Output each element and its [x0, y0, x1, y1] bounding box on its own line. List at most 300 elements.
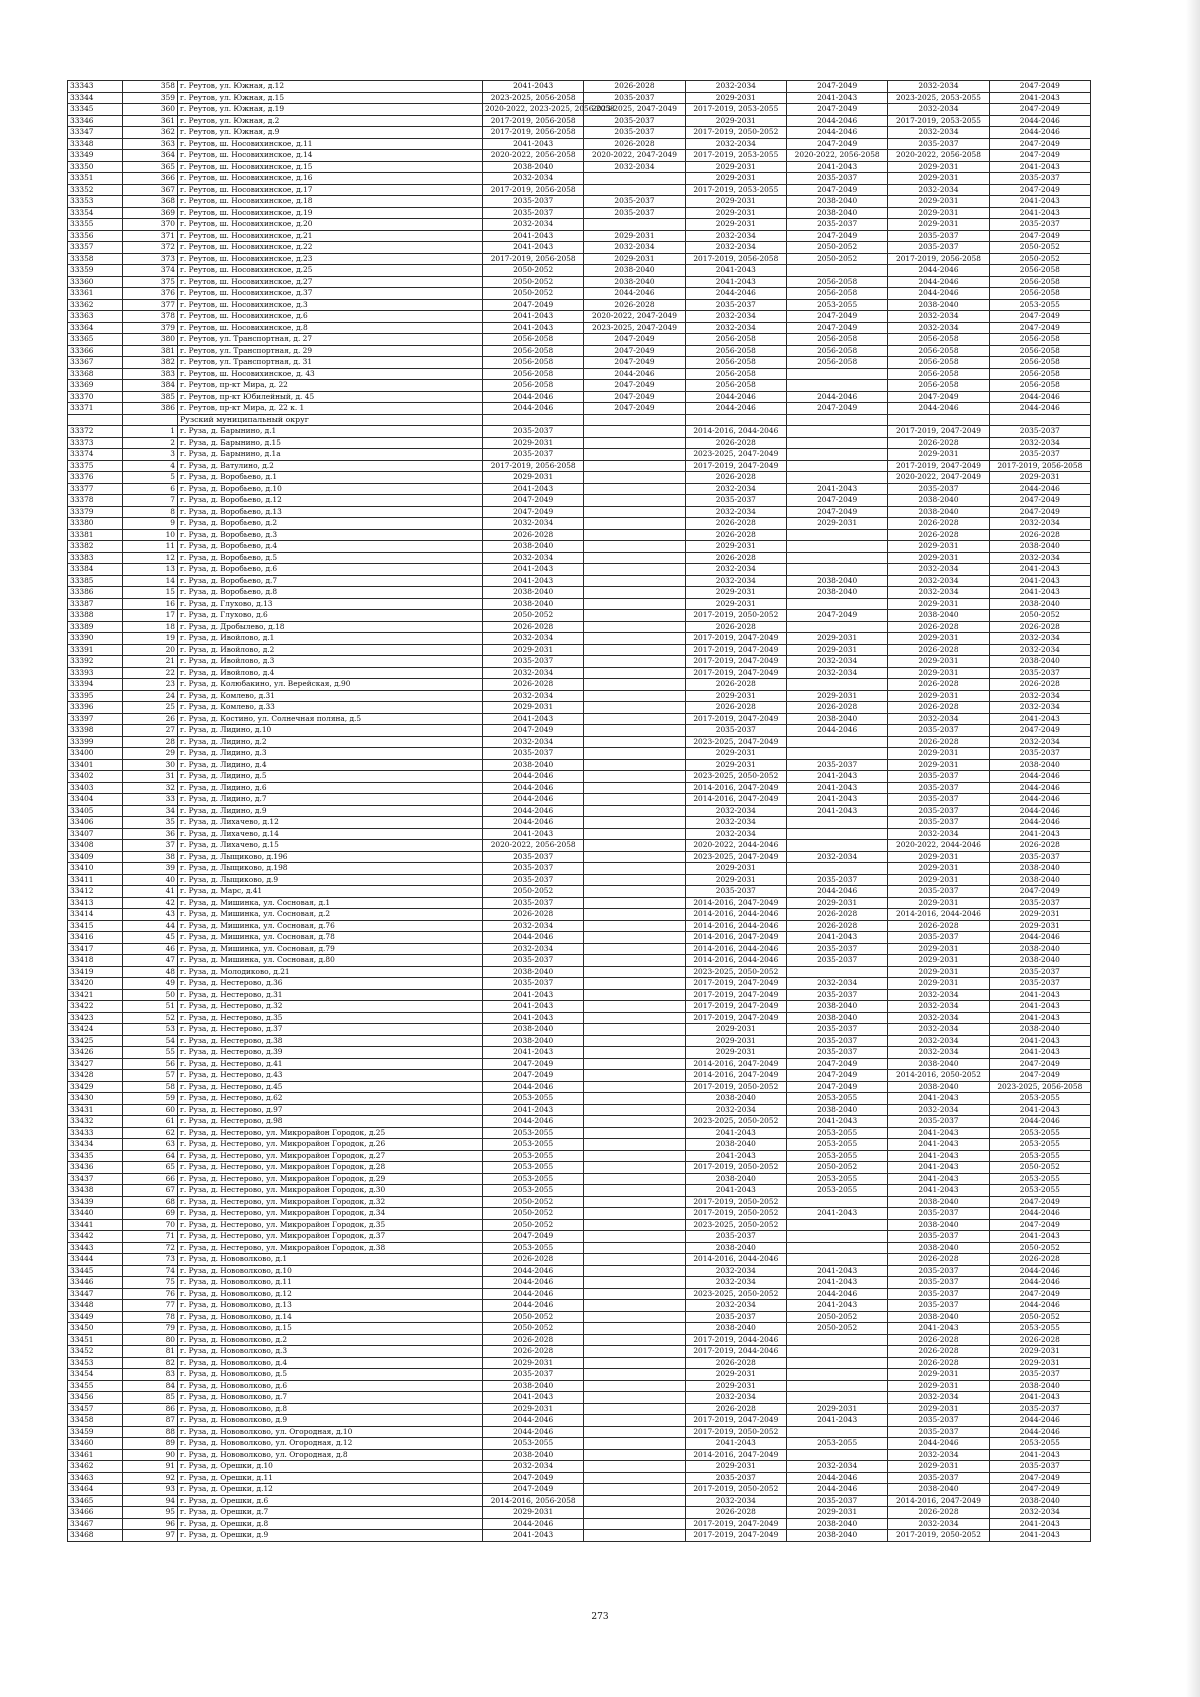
record-id-cell: 33411 [68, 874, 123, 886]
period-2-cell [584, 1323, 685, 1335]
period-4-cell [786, 679, 887, 691]
table-row [68, 1346, 1091, 1358]
period-2-cell [584, 460, 685, 472]
period-4-cell: 2029-2031 [786, 633, 887, 645]
period-4-cell: 2044-2046 [786, 391, 887, 403]
table-row [68, 920, 1091, 932]
period-6-cell: 2053-2055 [989, 1438, 1090, 1450]
period-1-cell: 2041-2043 [483, 1530, 584, 1542]
row-number-cell: 36 [123, 828, 178, 840]
period-2-cell [584, 1070, 685, 1082]
period-2-cell [584, 633, 685, 645]
period-3-cell: 2032-2034 [685, 138, 786, 150]
period-5-cell: 2038-2040 [888, 1484, 989, 1496]
period-6-cell: 2050-2052 [989, 1242, 1090, 1254]
period-3-cell: 2014-2016, 2044-2046 [685, 943, 786, 955]
period-3-cell: 2029-2031 [685, 1369, 786, 1381]
period-6-cell: 2035-2037 [989, 449, 1090, 461]
period-2-cell [584, 587, 685, 599]
period-1-cell: 2041-2043 [483, 564, 584, 576]
period-2-cell [584, 1438, 685, 1450]
period-1-cell: 2038-2040 [483, 1449, 584, 1461]
period-4-cell [786, 863, 887, 875]
period-1-cell: 2035-2037 [483, 207, 584, 219]
period-3-cell: 2014-2016, 2047-2049 [685, 1449, 786, 1461]
period-1-cell: 2020-2022, 2023-2025, 2056-2058 [483, 104, 584, 116]
table-row [68, 1277, 1091, 1289]
period-1-cell: 2017-2019, 2056-2058 [483, 460, 584, 472]
period-3-cell: 2041-2043 [685, 265, 786, 277]
row-number-cell: 87 [123, 1415, 178, 1427]
period-3-cell: 2032-2034 [685, 311, 786, 323]
period-2-cell [584, 1518, 685, 1530]
address-cell: г. Руза, д. Нестерово, д.38 [178, 1035, 483, 1047]
period-3-cell: 2023-2025, 2047-2049 [685, 851, 786, 863]
period-5-cell: 2029-2031 [888, 851, 989, 863]
row-number-cell: 5 [123, 472, 178, 484]
period-3-cell: 2017-2019, 2050-2052 [685, 127, 786, 139]
table-row [68, 161, 1091, 173]
section-header-row [68, 414, 1091, 426]
address-cell: г. Руза, д. Нововолково, д.14 [178, 1311, 483, 1323]
period-3-cell: 2017-2019, 2047-2049 [685, 978, 786, 990]
period-2-cell: 2047-2049 [584, 403, 685, 415]
period-6-cell: 2041-2043 [989, 1530, 1090, 1542]
period-4-cell: 2053-2055 [786, 1093, 887, 1105]
period-3-cell: 2017-2019, 2047-2049 [685, 1518, 786, 1530]
period-1-cell: 2038-2040 [483, 587, 584, 599]
period-4-cell: 2020-2022, 2056-2058 [786, 150, 887, 162]
row-number-cell: 362 [123, 127, 178, 139]
period-5-cell: 2032-2034 [888, 1001, 989, 1013]
table-row [68, 840, 1091, 852]
period-3-cell: 2026-2028 [685, 437, 786, 449]
period-6-cell: 2044-2046 [989, 817, 1090, 829]
table-row [68, 702, 1091, 714]
record-id-cell: 33447 [68, 1288, 123, 1300]
address-cell: г. Реутов, ш. Носовихинское, д.22 [178, 242, 483, 254]
period-6-cell: 2047-2049 [989, 1472, 1090, 1484]
address-cell: г. Руза, д. Воробьево, д.12 [178, 495, 483, 507]
period-1-cell: 2044-2046 [483, 794, 584, 806]
address-cell: г. Реутов, ш. Носовихинское, д.23 [178, 253, 483, 265]
table-row [68, 1001, 1091, 1013]
table-row [68, 736, 1091, 748]
period-3-cell: 2044-2046 [685, 288, 786, 300]
period-4-cell [786, 1254, 887, 1266]
address-cell: г. Руза, д. Мишинка, ул. Сосновая, д.76 [178, 920, 483, 932]
period-5-cell: 2035-2037 [888, 817, 989, 829]
period-1-cell: 2035-2037 [483, 449, 584, 461]
period-3-cell: 2017-2019, 2047-2049 [685, 633, 786, 645]
period-2-cell [584, 1461, 685, 1473]
table-row [68, 1438, 1091, 1450]
address-cell: г. Руза, д. Глухово, д.13 [178, 598, 483, 610]
period-2-cell [584, 1472, 685, 1484]
row-number-cell: 44 [123, 920, 178, 932]
row-number-cell: 8 [123, 506, 178, 518]
table-row [68, 771, 1091, 783]
row-number-cell: 74 [123, 1265, 178, 1277]
period-5-cell: 2029-2031 [888, 173, 989, 185]
table-row [68, 575, 1091, 587]
table-row [68, 288, 1091, 300]
period-3-cell: 2041-2043 [685, 1127, 786, 1139]
address-cell: г. Руза, д. Орешки, д.11 [178, 1472, 483, 1484]
period-4-cell: 2029-2031 [786, 897, 887, 909]
period-4-cell: 2032-2034 [786, 1461, 887, 1473]
period-3-cell: 2032-2034 [685, 230, 786, 242]
record-id-cell: 33465 [68, 1495, 123, 1507]
period-3-cell: 2026-2028 [685, 1403, 786, 1415]
row-number-cell: 16 [123, 598, 178, 610]
row-number-cell: 82 [123, 1357, 178, 1369]
period-6-cell: 2044-2046 [989, 1426, 1090, 1438]
table-row [68, 1392, 1091, 1404]
row-number-cell: 41 [123, 886, 178, 898]
period-1-cell: 2041-2043 [483, 1001, 584, 1013]
period-6-cell: 2038-2040 [989, 955, 1090, 967]
period-5-cell: 2032-2034 [888, 989, 989, 1001]
table-row [68, 610, 1091, 622]
period-3-cell: 2026-2028 [685, 702, 786, 714]
address-cell: г. Реутов, ул. Южная, д.15 [178, 92, 483, 104]
table-row [68, 1035, 1091, 1047]
row-number-cell: 28 [123, 736, 178, 748]
table-row [68, 276, 1091, 288]
period-6-cell: 2038-2040 [989, 1024, 1090, 1036]
period-6-cell: 2026-2028 [989, 621, 1090, 633]
period-4-cell: 2038-2040 [786, 207, 887, 219]
period-5-cell: 2035-2037 [888, 886, 989, 898]
period-6-cell: 2035-2037 [989, 1369, 1090, 1381]
period-4-cell [786, 828, 887, 840]
period-2-cell [584, 1380, 685, 1392]
row-number-cell: 58 [123, 1081, 178, 1093]
period-6-cell: 2032-2034 [989, 690, 1090, 702]
period-6-cell: 2044-2046 [989, 1415, 1090, 1427]
period-6-cell: 2038-2040 [989, 863, 1090, 875]
row-number-cell: 49 [123, 978, 178, 990]
address-cell: г. Руза, д. Нестерово, д.35 [178, 1012, 483, 1024]
record-id-cell: 33357 [68, 242, 123, 254]
address-cell: г. Руза, д. Нестерово, д.62 [178, 1093, 483, 1105]
period-1-cell: 2035-2037 [483, 897, 584, 909]
period-2-cell: 2023-2025, 2047-2049 [584, 104, 685, 116]
period-1-cell: 2026-2028 [483, 1334, 584, 1346]
period-4-cell: 2044-2046 [786, 1484, 887, 1496]
period-4-cell [786, 1449, 887, 1461]
period-5-cell: 2032-2034 [888, 184, 989, 196]
period-4-cell [786, 598, 887, 610]
row-number-cell: 370 [123, 219, 178, 231]
period-3-cell: 2014-2016, 2044-2046 [685, 955, 786, 967]
address-cell: г. Руза, д. Нестерово, ул. Микрорайон Городок, д.25 [178, 1127, 483, 1139]
period-4-cell: 2038-2040 [786, 713, 887, 725]
period-1-cell: 2050-2052 [483, 1323, 584, 1335]
period-6-cell: 2035-2037 [989, 173, 1090, 185]
record-id-cell: 33376 [68, 472, 123, 484]
address-cell: г. Руза, д. Воробьево, д.5 [178, 552, 483, 564]
table-row [68, 1012, 1091, 1024]
table-row [68, 667, 1091, 679]
period-4-cell: 2053-2055 [786, 1438, 887, 1450]
address-cell: г. Руза, д. Воробьево, д.4 [178, 541, 483, 553]
period-2-cell [584, 610, 685, 622]
register-table [67, 80, 1091, 1542]
period-6-cell: 2056-2058 [989, 276, 1090, 288]
record-id-cell: 33446 [68, 1277, 123, 1289]
period-6-cell: 2047-2049 [989, 150, 1090, 162]
row-number-cell: 23 [123, 679, 178, 691]
period-5-cell: 2029-2031 [888, 449, 989, 461]
period-4-cell: 2032-2034 [786, 978, 887, 990]
row-number-cell: 33 [123, 794, 178, 806]
period-5-cell: 2029-2031 [888, 219, 989, 231]
period-1-cell: 2026-2028 [483, 909, 584, 921]
period-2-cell: 2026-2028 [584, 81, 685, 93]
period-1-cell: 2017-2019, 2056-2058 [483, 184, 584, 196]
period-3-cell: 2017-2019, 2050-2052 [685, 1426, 786, 1438]
period-6-cell: 2035-2037 [989, 1461, 1090, 1473]
period-4-cell [786, 817, 887, 829]
record-id-cell: 33429 [68, 1081, 123, 1093]
period-2-cell [584, 851, 685, 863]
period-2-cell [584, 1334, 685, 1346]
period-6-cell: 2038-2040 [989, 1380, 1090, 1392]
period-1-cell: 2026-2028 [483, 621, 584, 633]
period-4-cell [786, 460, 887, 472]
table-row [68, 460, 1091, 472]
period-2-cell [584, 1024, 685, 1036]
table-row [68, 932, 1091, 944]
row-number-cell: 9 [123, 518, 178, 530]
period-2-cell [584, 449, 685, 461]
period-2-cell: 2020-2022, 2047-2049 [584, 311, 685, 323]
address-cell: г. Руза, д. Нестерово, ул. Микрорайон Городок, д.34 [178, 1208, 483, 1220]
period-5-cell: 2032-2034 [888, 587, 989, 599]
period-6-cell: 2044-2046 [989, 782, 1090, 794]
period-4-cell: 2035-2037 [786, 955, 887, 967]
address-cell: г. Реутов, ш. Носовихинское, д.19 [178, 207, 483, 219]
period-2-cell [584, 805, 685, 817]
address-cell: г. Руза, д. Воробьево, д.3 [178, 529, 483, 541]
period-6-cell: 2041-2043 [989, 564, 1090, 576]
period-5-cell: 2020-2022, 2056-2058 [888, 150, 989, 162]
row-number-cell: 77 [123, 1300, 178, 1312]
record-id-cell: 33458 [68, 1415, 123, 1427]
period-2-cell: 2044-2046 [584, 288, 685, 300]
period-3-cell: 2026-2028 [685, 679, 786, 691]
row-number-cell: 15 [123, 587, 178, 599]
period-6-cell: 2044-2046 [989, 391, 1090, 403]
table-row [68, 759, 1091, 771]
period-3-cell: 2017-2019, 2053-2055 [685, 150, 786, 162]
row-number-cell: 22 [123, 667, 178, 679]
period-1-cell: 2047-2049 [483, 1472, 584, 1484]
period-1-cell: 2056-2058 [483, 345, 584, 357]
table-row [68, 368, 1091, 380]
address-cell: г. Руза, д. Орешки, д.8 [178, 1518, 483, 1530]
period-1-cell: 2029-2031 [483, 644, 584, 656]
row-number-cell: 371 [123, 230, 178, 242]
period-4-cell [786, 840, 887, 852]
row-number-cell: 363 [123, 138, 178, 150]
period-3-cell: 2017-2019, 2053-2055 [685, 104, 786, 116]
row-number-cell: 95 [123, 1507, 178, 1519]
table-row [68, 1484, 1091, 1496]
row-number-cell: 7 [123, 495, 178, 507]
period-2-cell [584, 1035, 685, 1047]
period-3-cell: 2026-2028 [685, 518, 786, 530]
period-3-cell: 2014-2016, 2047-2049 [685, 932, 786, 944]
period-4-cell: 2047-2049 [786, 138, 887, 150]
row-number-cell: 374 [123, 265, 178, 277]
period-5-cell: 2032-2034 [888, 1104, 989, 1116]
period-2-cell [584, 1047, 685, 1059]
address-cell: г. Реутов, ш. Носовихинское, д.17 [178, 184, 483, 196]
period-6-cell: 2029-2031 [989, 1346, 1090, 1358]
period-1-cell: 2050-2052 [483, 1311, 584, 1323]
row-number-cell: 79 [123, 1323, 178, 1335]
record-id-cell: 33440 [68, 1208, 123, 1220]
period-6-cell [989, 414, 1090, 426]
table-row [68, 403, 1091, 415]
row-number-cell: 380 [123, 334, 178, 346]
period-2-cell [584, 1012, 685, 1024]
address-cell: г. Руза, д. Лидино, д.10 [178, 725, 483, 737]
period-2-cell [584, 840, 685, 852]
record-id-cell: 33367 [68, 357, 123, 369]
period-1-cell: 2044-2046 [483, 771, 584, 783]
period-2-cell: 2029-2031 [584, 253, 685, 265]
period-6-cell: 2035-2037 [989, 1403, 1090, 1415]
period-5-cell: 2056-2058 [888, 334, 989, 346]
address-cell: г. Руза, д. Нововолково, д.13 [178, 1300, 483, 1312]
address-cell: г. Реутов, ш. Носовихинское, д.15 [178, 161, 483, 173]
address-cell: г. Реутов, ш. Носовихинское, д.14 [178, 150, 483, 162]
period-6-cell: 2026-2028 [989, 840, 1090, 852]
row-number-cell: 96 [123, 1518, 178, 1530]
address-cell: г. Руза, д. Мишинка, ул. Сосновая, д.1 [178, 897, 483, 909]
period-1-cell: 2050-2052 [483, 265, 584, 277]
period-6-cell: 2032-2034 [989, 437, 1090, 449]
period-3-cell: 2038-2040 [685, 1093, 786, 1105]
period-5-cell: 2032-2034 [888, 1012, 989, 1024]
table-row [68, 1116, 1091, 1128]
period-5-cell: 2026-2028 [888, 1357, 989, 1369]
period-3-cell: 2032-2034 [685, 506, 786, 518]
period-3-cell: 2032-2034 [685, 1265, 786, 1277]
record-id-cell: 33456 [68, 1392, 123, 1404]
table-row [68, 518, 1091, 530]
period-6-cell: 2056-2058 [989, 288, 1090, 300]
record-id-cell: 33463 [68, 1472, 123, 1484]
table-row [68, 725, 1091, 737]
period-5-cell: 2041-2043 [888, 1150, 989, 1162]
period-6-cell: 2041-2043 [989, 713, 1090, 725]
period-5-cell: 2032-2034 [888, 564, 989, 576]
period-1-cell: 2056-2058 [483, 380, 584, 392]
address-cell: г. Руза, д. Нововолково, д.1 [178, 1254, 483, 1266]
period-1-cell: 2032-2034 [483, 736, 584, 748]
table-row [68, 334, 1091, 346]
address-cell: г. Руза, д. Орешки, д.7 [178, 1507, 483, 1519]
address-cell: г. Реутов, ш. Носовихинское, д.20 [178, 219, 483, 231]
period-1-cell: 2053-2055 [483, 1162, 584, 1174]
record-id-cell: 33432 [68, 1116, 123, 1128]
period-3-cell: 2038-2040 [685, 1173, 786, 1185]
address-cell: г. Руза, д. Молодиково, д.21 [178, 966, 483, 978]
period-3-cell: 2017-2019, 2047-2049 [685, 656, 786, 668]
period-1-cell: 2041-2043 [483, 575, 584, 587]
period-4-cell: 2032-2034 [786, 667, 887, 679]
period-3-cell: 2029-2031 [685, 874, 786, 886]
record-id-cell: 33401 [68, 759, 123, 771]
period-1-cell: 2053-2055 [483, 1438, 584, 1450]
period-6-cell: 2053-2055 [989, 1173, 1090, 1185]
address-cell: г. Руза, д. Мишинка, ул. Сосновая, д.79 [178, 943, 483, 955]
period-4-cell: 2038-2040 [786, 1518, 887, 1530]
period-6-cell: 2047-2049 [989, 311, 1090, 323]
period-3-cell: 2035-2037 [685, 1231, 786, 1243]
period-6-cell: 2044-2046 [989, 805, 1090, 817]
record-id-cell: 33396 [68, 702, 123, 714]
period-1-cell: 2035-2037 [483, 656, 584, 668]
record-id-cell: 33430 [68, 1093, 123, 1105]
row-number-cell: 45 [123, 932, 178, 944]
period-4-cell: 2053-2055 [786, 1139, 887, 1151]
period-6-cell: 2032-2034 [989, 1507, 1090, 1519]
period-5-cell: 2035-2037 [888, 138, 989, 150]
period-4-cell: 2035-2037 [786, 989, 887, 1001]
period-3-cell: 2029-2031 [685, 1380, 786, 1392]
period-1-cell: 2032-2034 [483, 1461, 584, 1473]
table-row [68, 391, 1091, 403]
period-5-cell: 2026-2028 [888, 621, 989, 633]
row-number-cell: 373 [123, 253, 178, 265]
period-1-cell: 2044-2046 [483, 1518, 584, 1530]
period-2-cell [584, 1127, 685, 1139]
row-number-cell: 78 [123, 1311, 178, 1323]
period-3-cell: 2017-2019, 2047-2049 [685, 460, 786, 472]
record-id-cell: 33410 [68, 863, 123, 875]
period-5-cell: 2038-2040 [888, 1196, 989, 1208]
period-5-cell: 2038-2040 [888, 1081, 989, 1093]
table-row [68, 621, 1091, 633]
table-row [68, 1231, 1091, 1243]
address-cell: г. Руза, д. Мишинка, ул. Сосновая, д.78 [178, 932, 483, 944]
record-id-cell: 33439 [68, 1196, 123, 1208]
table-row [68, 828, 1091, 840]
table-row [68, 955, 1091, 967]
period-4-cell: 2035-2037 [786, 759, 887, 771]
row-number-cell: 38 [123, 851, 178, 863]
period-5-cell: 2029-2031 [888, 897, 989, 909]
period-6-cell: 2044-2046 [989, 932, 1090, 944]
period-4-cell: 2047-2049 [786, 403, 887, 415]
period-1-cell: 2038-2040 [483, 759, 584, 771]
period-2-cell [584, 909, 685, 921]
period-3-cell: 2014-2016, 2047-2049 [685, 897, 786, 909]
record-id-cell: 33384 [68, 564, 123, 576]
period-1-cell [483, 414, 584, 426]
period-2-cell [584, 1196, 685, 1208]
period-6-cell: 2056-2058 [989, 334, 1090, 346]
record-id-cell: 33350 [68, 161, 123, 173]
period-4-cell: 2041-2043 [786, 1265, 887, 1277]
period-4-cell [786, 437, 887, 449]
